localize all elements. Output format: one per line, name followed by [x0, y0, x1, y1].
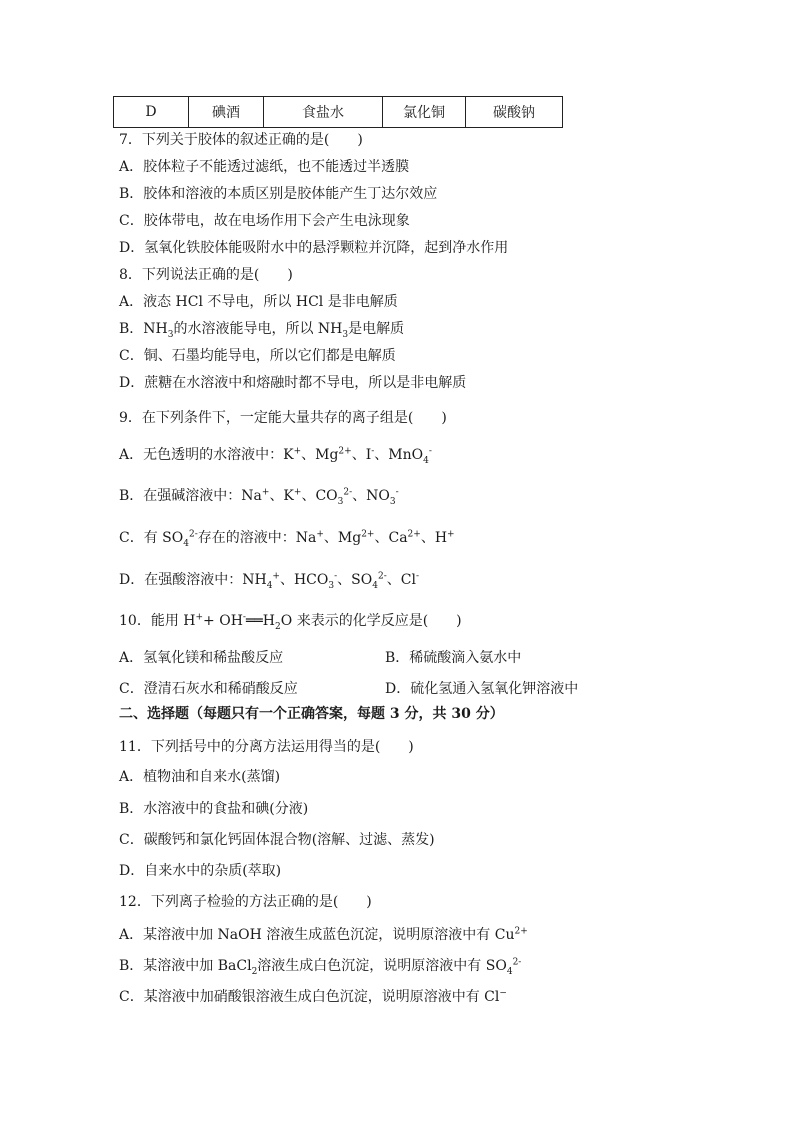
q9-option-a: A．无色透明的水溶液中：K+、$Mg^{2+}$、I-、MnO$_4$- — [119, 446, 432, 466]
table-cell: 食盐水 — [264, 97, 383, 128]
table-row — [114, 97, 563, 128]
q8-option-c: C．铜、石墨均能导电，所以它们都是电解质 — [119, 348, 396, 364]
table-cell: 氯化铜 — [383, 97, 466, 128]
q10-option-b: B．稀硫酸滴入氨水中 — [385, 650, 522, 666]
q8-option-a: A．液态 HCl 不导电，所以 HCl 是非电解质 — [119, 294, 398, 310]
q10-option-d: D．硫化氢通入氢氧化钾溶液中 — [385, 681, 579, 697]
table-cell: 碳酸钠 — [466, 97, 563, 128]
q12-option-c: C．某溶液中加硝酸银溶液生成白色沉淀，说明原溶液中有 Cl− — [119, 988, 507, 1005]
q9-stem: 9．在下列条件下，一定能大量共存的离子组是( ) — [119, 410, 447, 426]
q9-option-d: D．在强酸溶液中：$NH_4^+$、$HCO_3^-$、$SO_4^{2-}$、Cl- — [119, 571, 419, 591]
q8-option-d: D．蔗糖在水溶液中和熔融时都不导电，所以是非电解质 — [119, 375, 467, 391]
q7-option-d: D．氢氧化铁胶体能吸附水中的悬浮颗粒并沉降，起到净水作用 — [119, 240, 509, 256]
options-table — [113, 96, 563, 128]
q7-option-a: A．胶体粒子不能透过滤纸，也不能透过半透膜 — [119, 159, 410, 175]
q7-stem: 7．下列关于胶体的叙述正确的是( ) — [119, 132, 363, 148]
q7-option-c: C．胶体带电，故在电场作用下会产生电泳现象 — [119, 213, 410, 229]
q9-option-c: C．有 $SO_4^{2-}$存在的溶液中：Na+、$Mg^{2+}$、$Ca^{2+}$、H+ — [119, 529, 455, 549]
q8-stem: 8．下列说法正确的是( ) — [119, 267, 293, 283]
q11-option-a: A．植物油和自来水(蒸馏) — [119, 769, 281, 785]
table-cell: 碘酒 — [189, 97, 264, 128]
q11-stem: 11．下列括号中的分离方法运用得当的是( ) — [119, 739, 414, 755]
q10-option-a: A．氢氧化镁和稀盐酸反应 — [119, 650, 284, 666]
q11-option-b: B．水溶液中的食盐和碘(分液) — [119, 801, 309, 817]
q8-option-b: B．$NH_3$的水溶液能导电，所以 $NH_3$是电解质 — [119, 321, 405, 340]
q12-stem: 12．下列离子检验的方法正确的是( ) — [119, 894, 372, 910]
q12-option-a: A．某溶液中加 NaOH 溶液生成蓝色沉淀，说明原溶液中有 $Cu^{2+}$ — [119, 926, 528, 943]
section-heading: 二、选择题（每题只有一个正确答案，每题 3 分，共 30 分） — [119, 706, 504, 722]
q10-option-c: C．澄清石灰水和稀硝酸反应 — [119, 681, 298, 697]
q9-option-b: B．在强碱溶液中：Na+、K+、$CO_3^{2-}$、$NO_3^-$ — [119, 487, 399, 507]
q11-option-c: C．碳酸钙和氯化钙固体混合物(溶解、过滤、蒸发) — [119, 832, 435, 848]
q7-option-b: B．胶体和溶液的本质区别是胶体能产生丁达尔效应 — [119, 186, 438, 202]
q10-stem: 10．能用 $H^++ OH^-══H_2O$ 来表示的化学反应是( ) — [119, 612, 462, 632]
q11-option-d: D．自来水中的杂质(萃取) — [119, 863, 282, 879]
q12-option-b: B．某溶液中加 BaCl$_2$溶液生成白色沉淀，说明原溶液中有 $SO_4^{2-}$ — [119, 957, 522, 977]
table-cell: D — [114, 97, 189, 128]
